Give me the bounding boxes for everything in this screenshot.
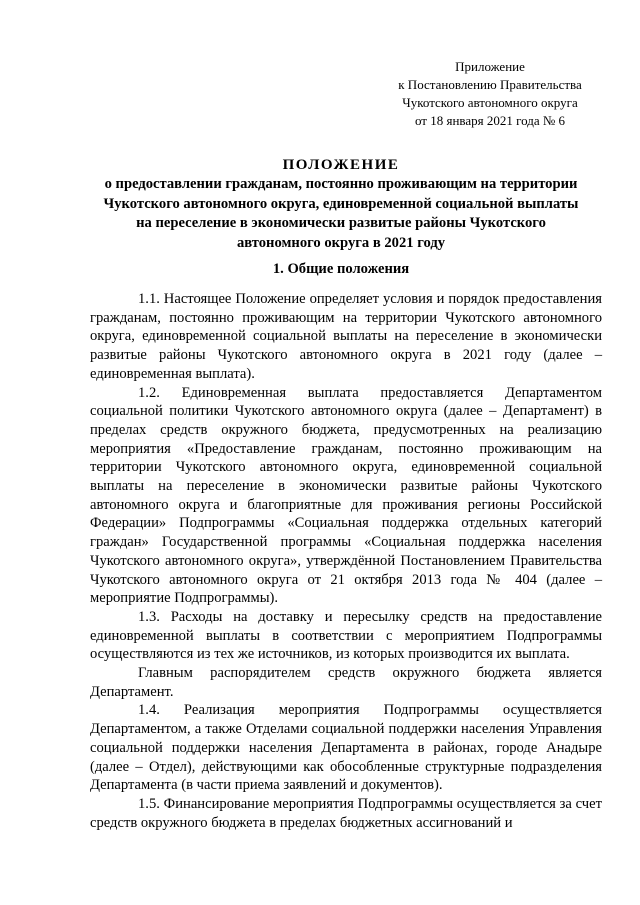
document-body — [90, 290, 602, 832]
paragraph-1-4: 1.4. Реализация мероприятия Подпрограммы осуществляется Департаментом, а также Отделами социальной поддержки населения Управления социальной поддержки населения Департамента в районах, городе Анадыре (далее – Отдел), действующими как обособленные структурные подразделения Департамента (в части приема заявлений и документов). — [90, 702, 602, 794]
appendix-line-1: Приложение — [455, 59, 525, 74]
title-line-2: Чукотского автономного округа, единовременной социальной выплаты — [103, 195, 579, 212]
title-heading: ПОЛОЖЕНИЕ — [282, 157, 400, 173]
title-line-3: на переселение в экономически развитые районы Чукотского — [136, 215, 546, 231]
appendix-block — [380, 58, 600, 130]
paragraph-1-3: 1.3. Расходы на доставку и пересылку средств на предоставление единовременной выплаты в соответствии с мероприятием Подпрограммы осуществляются из тех же источников, из которых производится их выплата. — [90, 608, 602, 663]
title-line-1: о предоставлении гражданам, постоянно проживающим на территории — [104, 176, 578, 192]
paragraph-1-1: 1.1. Настоящее Положение определяет условия и порядок предоставления гражданам, постоянно проживающим на территории Чукотского автономного округа, единовременной социальной выплаты на переселение в экономически развитые районы Чукотского автономного округа в 2021 году (далее – единовременная выплата). — [90, 291, 602, 382]
title-line-4: автономного округа в 2021 году — [236, 234, 446, 251]
appendix-line-2: к Постановлению Правительства — [398, 77, 582, 92]
section-heading: 1. Общие положения — [272, 261, 410, 277]
appendix-line-3: Чукотского автономного округа — [402, 95, 578, 110]
paragraph-1-2: 1.2. Единовременная выплата предоставляется Департаментом социальной политики Чукотского автономного округа (далее – Департамент) в пределах средств окружного бюджета, предусмотренных на реализацию мероприятия «Предоставление гражданам, постоянно проживающим на территории Чукотского автономного округа, единовременной социальной выплаты на переселение в экономически развитые районы Чукотского автономного округа и благоприятные для проживания регионы Российской Федерации» Подпрограммы «Социальная поддержка отдельных категорий граждан» Государственной программы «Социальная поддержка населения Чукотского автономного округа», утверждённой Постановлением Правительства Чукотского автономного округа от 21 октября 2013 года № 404 (далее – мероприятие Подпрограммы). — [90, 384, 602, 607]
document-title — [90, 155, 592, 253]
appendix-line-4: от 18 января 2021 года № 6 — [414, 113, 566, 128]
paragraph-main-manager: Главным распорядителем средств окружного бюджета является Департамент. — [90, 665, 602, 700]
paragraph-1-5: 1.5. Финансирование мероприятия Подпрограммы осуществляется за счет средств окружного бюджета в пределах бюджетных ассигнований и — [90, 795, 602, 831]
